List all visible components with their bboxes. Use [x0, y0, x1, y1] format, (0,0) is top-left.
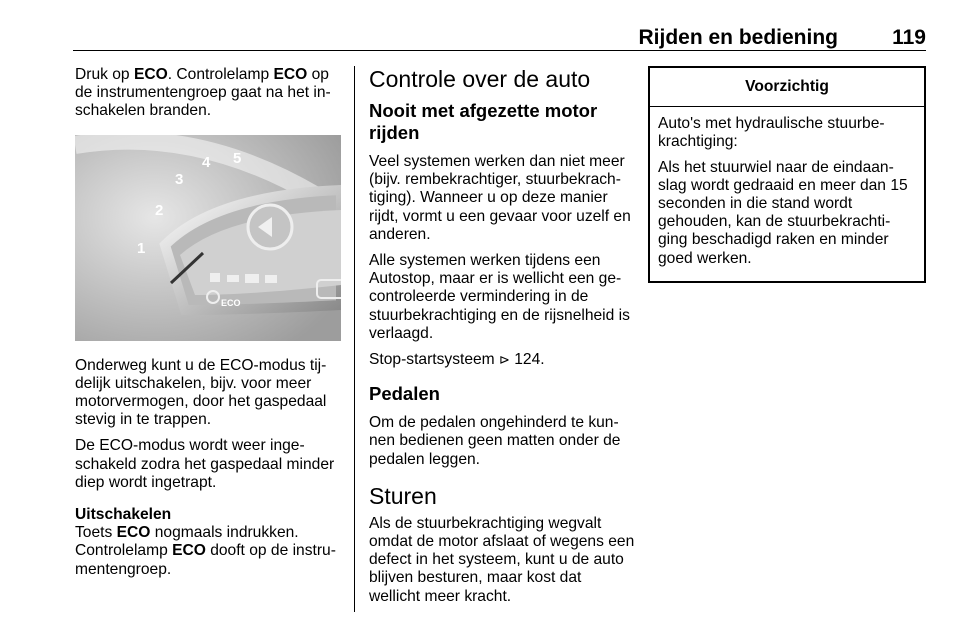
- subheading-pedalen: Pedalen: [369, 383, 440, 405]
- pedalen-paragraph: Om de pedalen ongehinderd te kun-nen bedienen geen matten onder de pedalen leggen.: [369, 414, 621, 468]
- svg-text:1: 1: [137, 239, 146, 257]
- sturen-paragraph: Als de stuurbekrachtiging wegvalt omdat de motor afslaat of wegens een defect in het systeem, kunt u de auto blijven besturen, maar kost dat wellicht meer kracht.: [369, 514, 635, 605]
- page-reference-arrow-icon: ⊳: [499, 352, 510, 368]
- page-number: 119: [892, 26, 926, 49]
- stop-start-reference: Stop-startsysteem ⊳ 124.: [369, 351, 545, 369]
- column-right: [648, 66, 926, 283]
- column-left: [75, 66, 341, 587]
- page-header: [73, 22, 926, 51]
- eco-intro-paragraph: Druk op ECO. Controlelamp ECO op de instrumentengroep gaat na het in-schakelen branden.: [75, 66, 331, 120]
- column-middle: [369, 66, 635, 614]
- caution-title: Voorzichtig: [650, 68, 924, 107]
- eco-lamp-off-paragraph: Controlelamp ECO dooft op de instru-mentengroep.: [75, 542, 336, 578]
- svg-text:2: 2: [155, 201, 164, 219]
- subheading-motor: Nooit met afgezette motor rijden: [369, 100, 598, 143]
- header-title: Rijden en bediening: [638, 26, 838, 49]
- eco-reenable-paragraph: De ECO-modus wordt weer inge-schakeld zodra het gaspedaal minder diep wordt ingetrapt.: [75, 437, 335, 491]
- eco-press-paragraph: Toets ECO nogmaals indrukken.: [75, 524, 299, 542]
- section-heading-controle: Controle over de auto: [369, 66, 591, 92]
- svg-text:4: 4: [202, 153, 211, 171]
- svg-text:5: 5: [233, 149, 242, 167]
- column-divider-1: [354, 66, 355, 612]
- instrument-cluster-eco-illustration: [75, 135, 341, 341]
- motor-paragraph-1: Veel systemen werken dan niet meer (bijv. rembekrachtiger, stuurbekrach-tiging). Wanneer u op deze manier rijdt, vormt u een gevaar voor uzelf en anderen.: [369, 153, 631, 243]
- caution-box: [648, 66, 926, 283]
- eco-disable-temporary-paragraph: Onderweg kunt u de ECO-modus tij-delijk uitschakelen, bijv. voor meer motorvermogen, door het gaspedaal stevig in te trappen.: [75, 356, 327, 429]
- motor-paragraph-2: Alle systemen werken tijdens een Autostop, maar er is wellicht een ge-controleerde vermindering in de stuurbekrachtiging en de rijsnelheid is verlaagd.: [369, 252, 630, 342]
- section-heading-sturen: Sturen: [369, 482, 437, 509]
- svg-text:3: 3: [175, 170, 184, 188]
- uitschakelen-heading: Uitschakelen: [75, 506, 172, 524]
- caution-paragraph-1: Auto's met hydraulische stuurbe-krachtiging:: [658, 115, 885, 151]
- caution-paragraph-2: Als het stuurwiel naar de eindaan-slag wordt gedraaid en meer dan 15 seconden in die stand wordt gehouden, kan de stuurbekrachti-ging beschadigd raken en minder goed werken.: [658, 158, 908, 267]
- svg-text:ECO: ECO: [221, 297, 241, 308]
